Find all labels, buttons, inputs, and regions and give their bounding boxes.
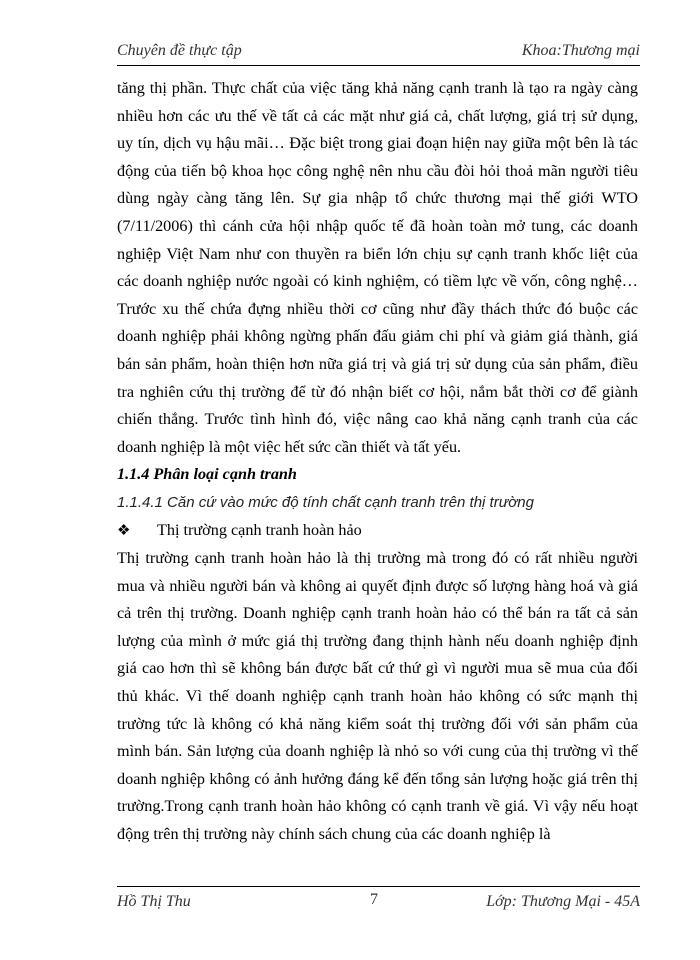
bullet-item (117, 517, 638, 546)
page-number: 7 (370, 891, 378, 908)
diamond-bullet-icon: ❖ (117, 522, 131, 539)
subsection-heading: 1.1.4.1 Căn cứ vào mức độ tính chất cạnh tranh trên thị trường (117, 493, 534, 511)
footer-divider (117, 886, 640, 887)
footer-author: Hồ Thị Thu (117, 893, 191, 910)
paragraph-1: tăng thị phần. Thực chất của việc tăng khả năng cạnh tranh là tạo ra ngày càng nhiều hơn các ưu thế về tất cả các mặt như giá cả, chất lượng, giá trị sử dụng, uy tín, dịch vụ hậu mãi… Đặc biệt trong giai đoạn hiện nay giữa một bên là tác động của tiến bộ khoa học công nghệ nên nhu cầu đòi hỏi thoả mãn người tiêu dùng ngày càng tăng lên. Sự gia nhập tổ chức thương mại thế giới WTO (7/11/2006) thì cánh cửa hội nhập quốc tế đã hoàn toàn mở tung, các doanh nghiệp Việt Nam như con thuyền ra biển lớn chịu sự cạnh tranh khốc liệt của các doanh nghiệp nước ngoài có kinh nghiệm, có tiềm lực về vốn, công nghệ…Trước xu thế chứa đựng nhiều thời cơ cũng như đầy thách thức đó buộc các doanh nghiệp phải không ngừng phấn đấu giảm chi phí và giảm giá thành, giá bán sản phẩm, hoàn thiện hơn nữa giá trị và giá trị sử dụng của sản phẩm, điều tra nghiên cứu thị trường để từ đó nhận biết cơ hội, nắm bắt thời cơ để giành chiến thắng. Trước tình hình đó, việc nâng cao khả năng cạnh tranh của các doanh nghiệp là một việc hết sức cần thiết và tất yếu. (117, 79, 638, 456)
page-footer (117, 891, 640, 915)
header-left-text: Chuyên đề thực tập (117, 42, 242, 59)
bullet-item-text: Thị trường cạnh tranh hoàn hảo (157, 520, 362, 539)
paragraph-2: Thị trường cạnh tranh hoàn hảo là thị trường mà trong đó có rất nhiều người mua và nhiều người bán và không ai quyết định được số lượng hàng hoá và giá cả trên thị trường. Doanh nghiệp cạnh tranh hoàn hảo có thể bán ra tất cả sản lượng của mình ở mức giá thị trường đang thịnh hành nếu doanh nghiệp định giá cao hơn thì sẽ không bán được bất cứ thứ gì vì người mua sẽ mua của đối thủ khác. Vì thế doanh nghiệp cạnh tranh hoàn hảo không có sức mạnh thị trường tức là không có khả năng kiểm soát thị trường đối với sản phẩm của mình bán. Sản lượng của doanh nghiệp là nhỏ so với cung của thị trường vì thế doanh nghiệp không có ảnh hưởng đáng kể đến tổng sản lượng hoặc giá trên thị trường.Trong cạnh tranh hoàn hảo không có cạnh tranh về giá. Vì vậy nếu hoạt động trên thị trường này chính sách chung của các doanh nghiệp là (117, 549, 638, 844)
header-right-text: Khoa:Thương mại (521, 42, 640, 59)
footer-class: Lớp: Thương Mại - 45A (486, 893, 640, 910)
section-heading: 1.1.4 Phân loại cạnh tranh (117, 465, 297, 484)
header-divider (117, 65, 640, 66)
page-header (117, 38, 640, 64)
page-body (117, 75, 638, 849)
